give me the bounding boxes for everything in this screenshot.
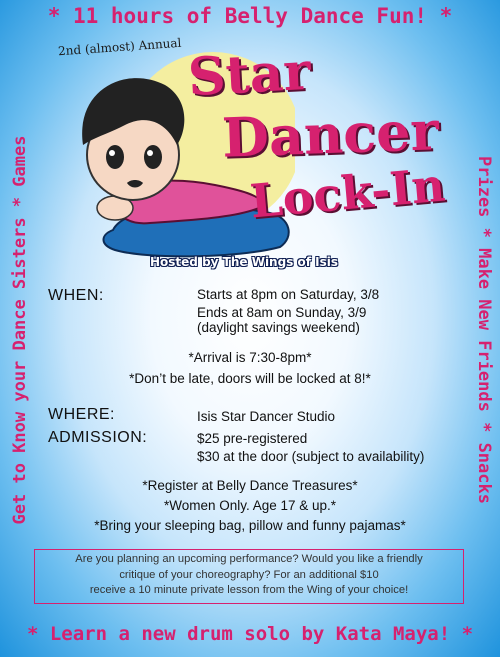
register-info: *Register at Belly Dance Treasures* <box>142 478 358 493</box>
note-line-2: critique of your choreography? For an additional $10 <box>119 568 379 581</box>
left-side-banner: Get to Know your Dance Sisters * Games <box>10 135 30 525</box>
bottom-banner: * Learn a new drum solo by Kata Maya! * <box>26 623 474 645</box>
when-label: WHEN: <box>48 287 104 304</box>
when-end: Ends at 8am on Sunday, 3/9 <box>197 305 367 320</box>
hosted-by: Hosted by The Wings of Isis <box>150 255 339 269</box>
left-eye-shine <box>109 150 115 156</box>
right-eye <box>144 145 162 169</box>
when-note: (daylight savings weekend) <box>197 320 360 335</box>
annual-label: 2nd (almost) Annual <box>57 35 182 59</box>
when-start: Starts at 8pm on Saturday, 3/8 <box>197 287 380 302</box>
note-line-1: Are you planning an upcoming performance? Would you like a friendly <box>75 553 423 565</box>
admission-label: ADMISSION: <box>48 429 148 446</box>
left-eye <box>106 145 124 169</box>
right-eye-shine <box>147 150 153 156</box>
admission-prereg: $25 pre-registered <box>197 431 308 446</box>
right-side-banner: Prizes * Make New Friends * Snacks <box>474 156 494 504</box>
bring-items: *Bring your sleeping bag, pillow and funny pajamas* <box>94 518 406 533</box>
arrival-time: *Arrival is 7:30-8pm* <box>188 350 312 365</box>
title-line-lock-in: Lock-In <box>248 157 448 229</box>
private-lesson-box <box>34 549 464 604</box>
admission-door: $30 at the door (subject to availability) <box>197 449 425 464</box>
late-warning: *Don’t be late, doors will be locked at 8!* <box>129 371 371 386</box>
note-line-3: receive a 10 minute private lesson from the Wing of your choice! <box>89 584 409 596</box>
title-line-dancer: Dancer <box>220 98 440 170</box>
where-value: Isis Star Dancer Studio <box>197 409 336 424</box>
women-only: *Women Only. Age 17 & up.* <box>163 498 337 513</box>
title-line-star: Star <box>186 40 313 109</box>
where-label: WHERE: <box>48 406 115 423</box>
top-banner: * 11 hours of Belly Dance Fun! * <box>47 4 453 28</box>
